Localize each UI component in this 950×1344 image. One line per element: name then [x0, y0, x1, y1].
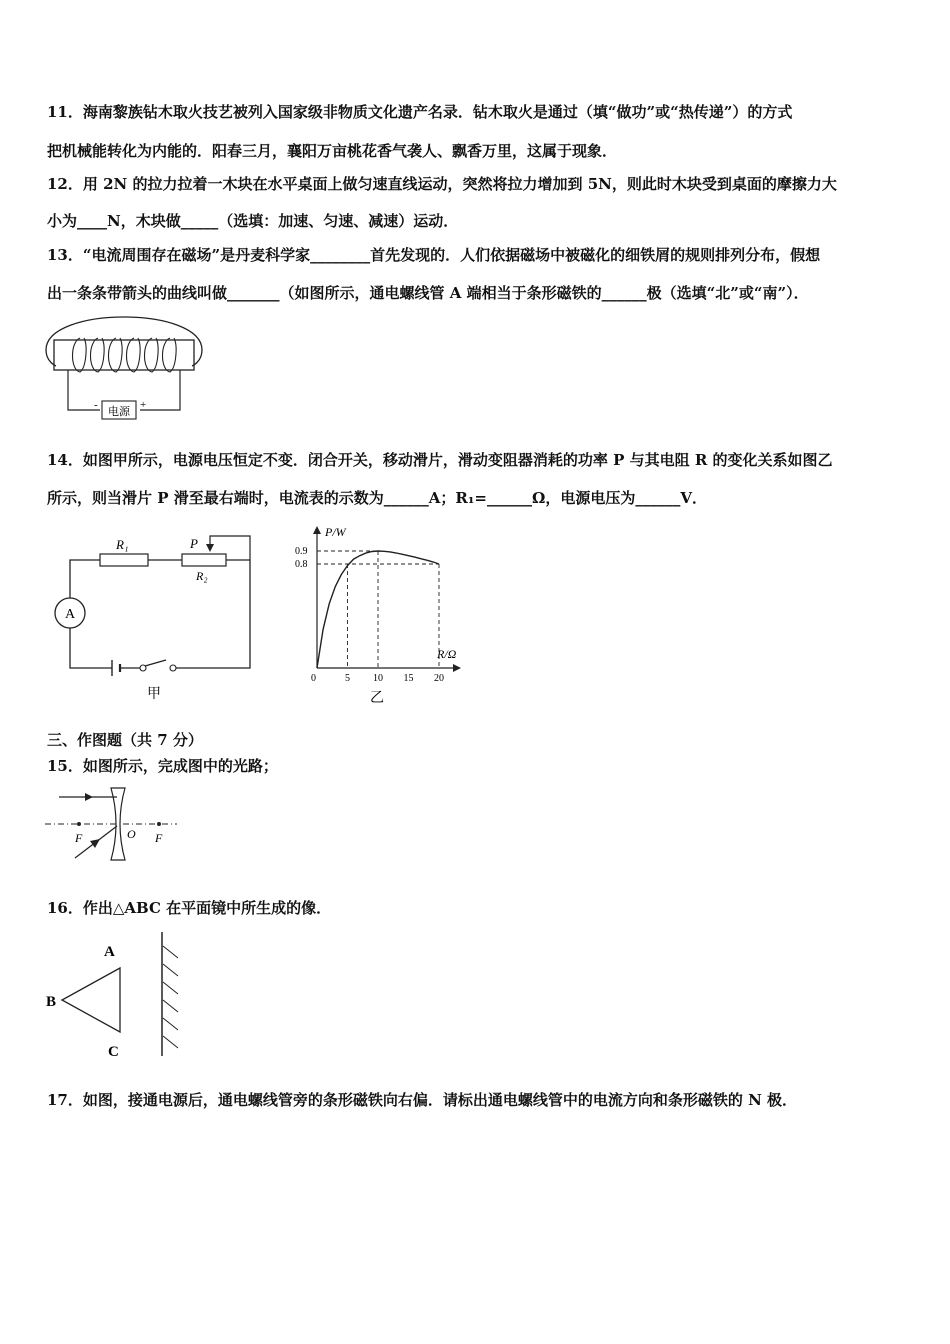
y-axis-arrow [313, 526, 321, 534]
mirror-hatching [163, 946, 178, 1048]
focus-left-label: F [75, 831, 83, 845]
y-axis-label: P/W [325, 525, 346, 539]
circuit-figure-jia [50, 522, 285, 704]
dashed-guides [317, 551, 439, 668]
x-tick-label: 20 [434, 673, 444, 684]
resistor-r1 [100, 554, 148, 566]
focus-right-point [157, 822, 161, 826]
x-tick-label: 15 [403, 673, 414, 684]
vertex-a-label: A [104, 944, 115, 960]
q12-line2: 小为____N，木块做_____（选填：加速、匀速、减速）运动． [47, 212, 459, 230]
q14-line1: 14．如图甲所示，电源电压恒定不变．闭合开关，移动滑片，滑动变阻器消耗的功率 P 与其电阻 R 的变化关系如图乙 [47, 451, 833, 469]
q17-text: 17．如图，接通电源后，通电螺线管旁的条形磁铁向右偏．请标出通电螺线管中的电流方向和条形磁铁的 N 极． [47, 1091, 798, 1109]
field-line-arc [46, 317, 202, 350]
mirror-figure [40, 928, 200, 1060]
slider-arrow [206, 544, 214, 552]
minus-terminal: - [94, 399, 98, 411]
vertex-c-label: C [108, 1044, 119, 1060]
q14-line2: 所示，则当滑片 P 滑至最右端时，电流表的示数为______A；R₁=______Ω，电源电压为______V． [47, 489, 707, 507]
graph-caption: 乙 [370, 691, 384, 706]
q15-text: 15．如图所示，完成图中的光路； [47, 757, 278, 775]
slider-p-label: P [190, 536, 198, 551]
triangle-abc [62, 968, 120, 1032]
x-axis-arrow [453, 664, 461, 672]
focus-right-label: F [155, 831, 163, 845]
optical-center-label: O [127, 827, 136, 841]
rheostat-r2 [182, 554, 226, 566]
q11-line1: 11．海南黎族钻木取火技艺被列入国家级非物质文化遗产名录．钻木取火是通过（填“做功”或“热传递”）的方式 [47, 103, 793, 121]
y-tick-label: 0.9 [295, 546, 308, 557]
q13-line1: 13．“电流周围存在磁场”是丹麦科学家________首先发现的．人们依据磁场中被磁化的细铁屑的规则排列分布，假想 [47, 246, 821, 264]
power-supply-label: 电源 [108, 406, 130, 418]
q13-line2: 出一条条带箭头的曲线叫做_______（如图所示，通电螺线管 A 端相当于条形磁铁的______极（选填“北”或“南”）． [47, 284, 809, 302]
section3-heading: 三、作图题（共 7 分） [47, 731, 203, 749]
plus-terminal: + [140, 399, 147, 411]
r1-label: R₁ [116, 537, 129, 552]
solenoid-figure [40, 312, 210, 424]
ray-arrow-icon [85, 793, 93, 801]
q11-line2: 把机械能转化为内能的．阳春三月，襄阳万亩桃花香气袭人、飘香万里，这属于现象． [47, 142, 618, 160]
power-resistance-chart [285, 518, 475, 706]
origin-label: 0 [311, 673, 316, 684]
y-tick-label: 0.8 [295, 559, 308, 570]
ray-arrow-icon [90, 839, 100, 848]
focus-left-point [77, 822, 81, 826]
vertex-b-label: B [46, 994, 57, 1010]
x-tick-label: 5 [345, 673, 350, 684]
q12-line1: 12．用 2N 的拉力拉着一木块在水平桌面上做匀速直线运动，突然将拉力增加到 5N，则此时木块受到桌面的摩擦力大 [47, 175, 837, 193]
lens-figure [45, 784, 185, 864]
r2-label: R₂ [196, 569, 208, 583]
x-tick-label: 10 [373, 673, 383, 684]
ammeter-label: A [64, 607, 76, 622]
switch-blade [145, 660, 166, 666]
circuit-caption: 甲 [147, 687, 161, 702]
solenoid-coil [73, 338, 177, 372]
q16-text: 16．作出△ABC 在平面镜中所生成的像． [47, 899, 332, 917]
x-axis-label: R/Ω [437, 647, 457, 661]
